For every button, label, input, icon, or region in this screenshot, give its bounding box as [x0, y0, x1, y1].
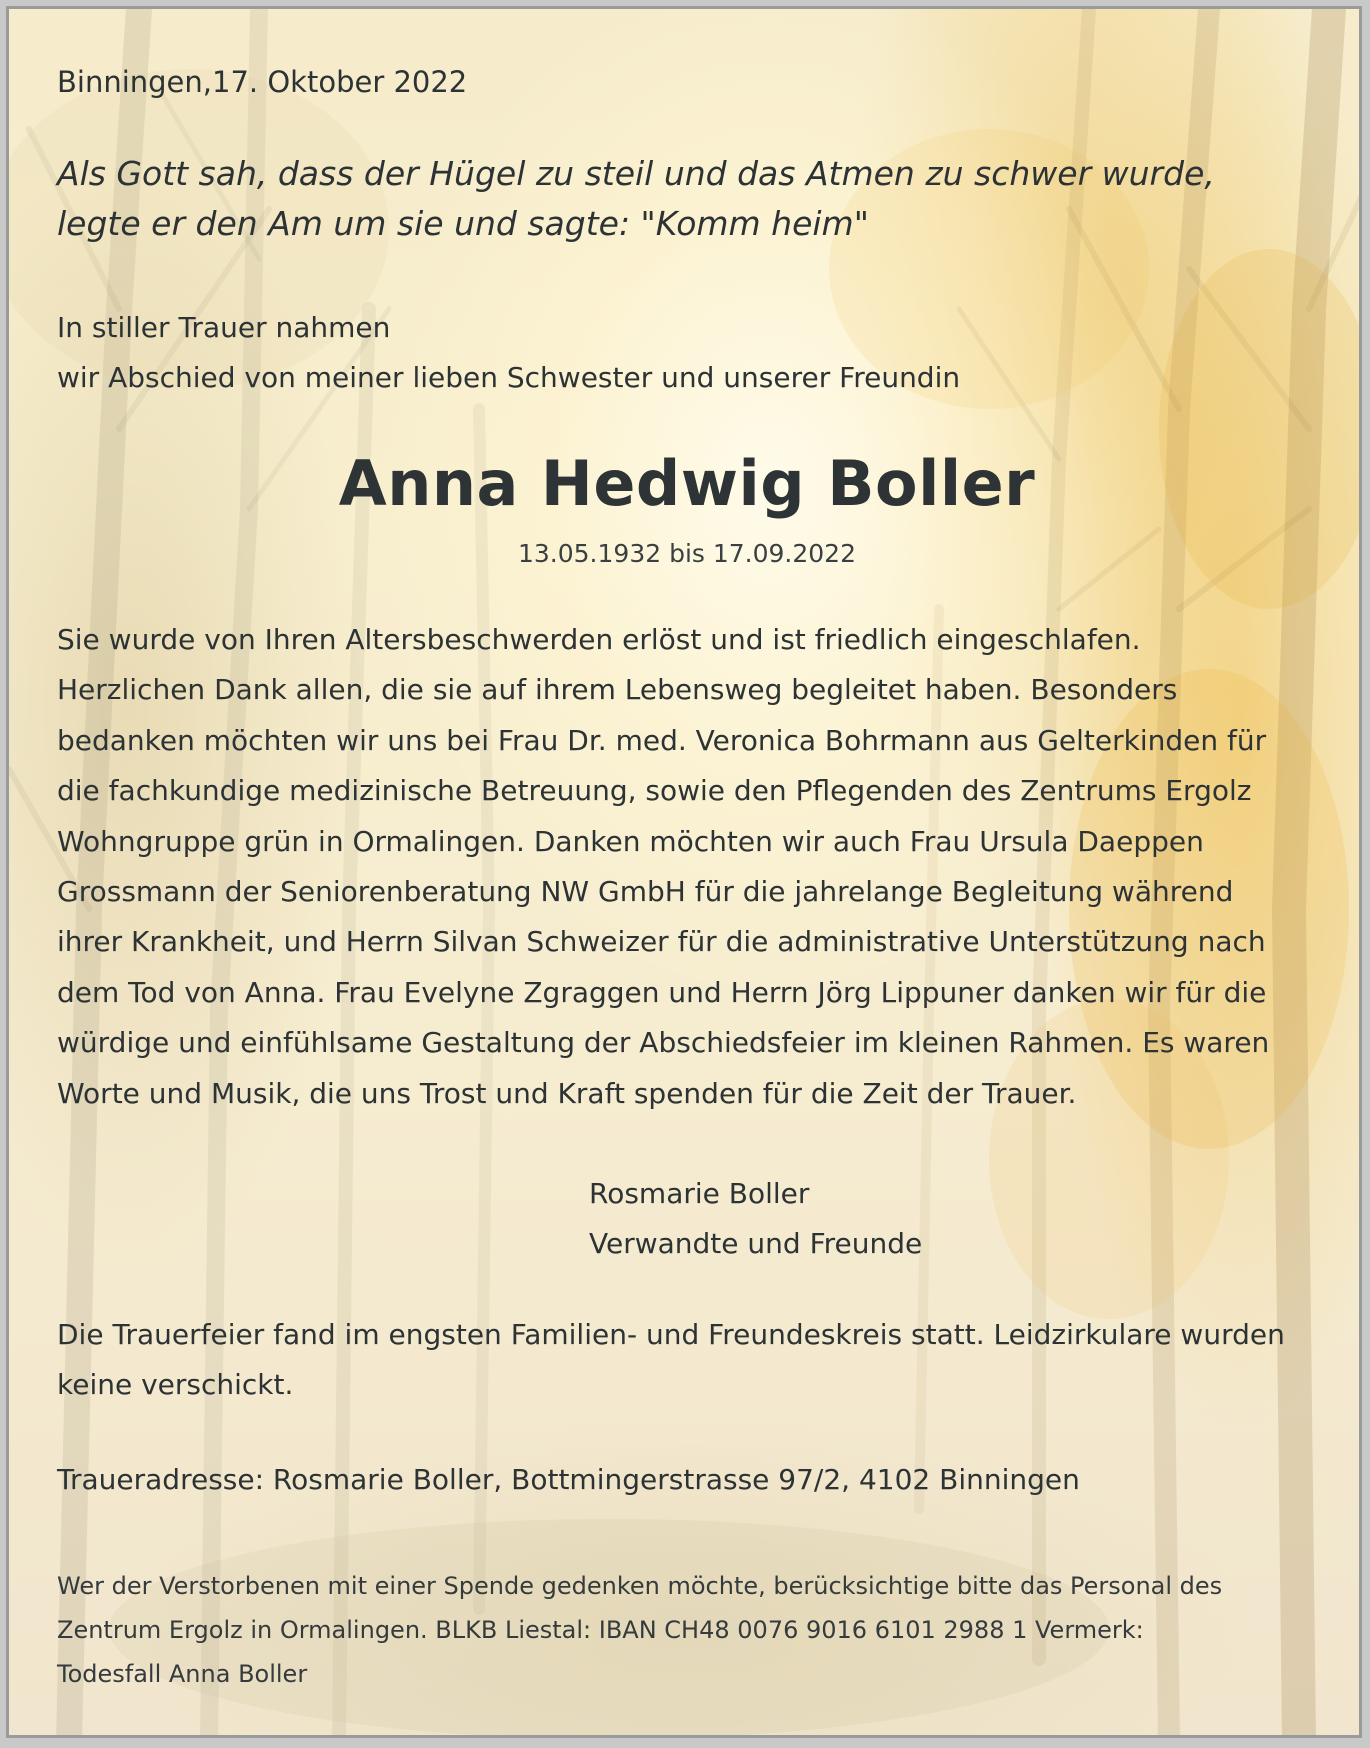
memorial-quote	[57, 149, 1337, 249]
mourners-signature	[589, 1169, 922, 1269]
intro-line: In stiller Trauer nahmen	[57, 311, 391, 344]
signature-line: Rosmarie Boller	[589, 1177, 810, 1210]
intro-line: wir Abschied von meiner lieben Schwester und unserer Freundin	[57, 361, 961, 394]
quote-line: legte er den Am um sie und sagte: "Komm heim"	[57, 204, 869, 243]
body-line: dem Tod von Anna. Frau Evelyne Zgraggen und Herrn Jörg Lippuner danken wir für die	[57, 975, 1267, 1009]
body-line: würdige und einfühlsame Gestaltung der Abschiedsfeier im kleinen Rahmen. Es waren	[57, 1026, 1270, 1060]
place-date: Binningen,17. Oktober 2022	[57, 65, 468, 99]
intro-text	[57, 303, 960, 403]
thanks-paragraph	[57, 615, 1269, 1119]
body-line: Grossmann der Seniorenberatung NW GmbH für die jahrelange Begleitung während	[57, 875, 1234, 909]
donation-line: Wer der Verstorbenen mit einer Spende gedenken möchte, berücksichtige bitte das Personal des	[57, 1572, 1223, 1600]
body-line: Sie wurde von Ihren Altersbeschwerden erlöst und ist friedlich eingeschlafen.	[57, 623, 1141, 656]
ceremony-line: Die Trauerfeier fand im engsten Familien- und Freundeskreis statt. Leidzirkulare wurden	[57, 1318, 1285, 1351]
body-line: die fachkundige medizinische Betreuung, sowie den Pflegenden des Zentrums Ergolz	[57, 774, 1252, 808]
deceased-name: Anna Hedwig Boller	[338, 447, 1036, 520]
body-line: Herzlichen Dank allen, die sie auf ihrem Lebensweg begleitet haben. Besonders	[57, 673, 1178, 707]
donation-line: Zentrum Ergolz in Ormalingen. BLKB Liestal: IBAN CH48 0076 9016 6101 2988 1 Vermerk:	[57, 1616, 1144, 1644]
mourning-address: Traueradresse: Rosmarie Boller, Bottmingerstrasse 97/2, 4102 Binningen	[57, 1463, 1080, 1496]
donation-info	[57, 1564, 1222, 1696]
body-line: Wohngruppe grün in Ormalingen. Danken möchten wir auch Frau Ursula Daeppen	[57, 824, 1204, 858]
quote-line: Als Gott sah, dass der Hügel zu steil und das Atmen zu schwer wurde,	[57, 154, 1215, 193]
notice-content	[9, 9, 1362, 1738]
body-line: bedanken möchten wir uns bei Frau Dr. med. Veronica Bohrmann aus Gelterkinden für	[57, 723, 1267, 757]
donation-line: Todesfall Anna Boller	[57, 1660, 308, 1688]
body-line: ihrer Krankheit, und Herrn Silvan Schweizer für die administrative Unterstützung nach	[57, 925, 1266, 959]
body-line: Worte und Musik, die uns Trost und Kraft spenden für die Zeit der Trauer.	[57, 1076, 1077, 1110]
life-dates: 13.05.1932 bis 17.09.2022	[517, 539, 856, 568]
signature-line: Verwandte und Freunde	[589, 1227, 923, 1260]
ceremony-line: keine verschickt.	[57, 1368, 294, 1401]
ceremony-info	[57, 1310, 1285, 1410]
obituary-notice	[6, 6, 1362, 1738]
